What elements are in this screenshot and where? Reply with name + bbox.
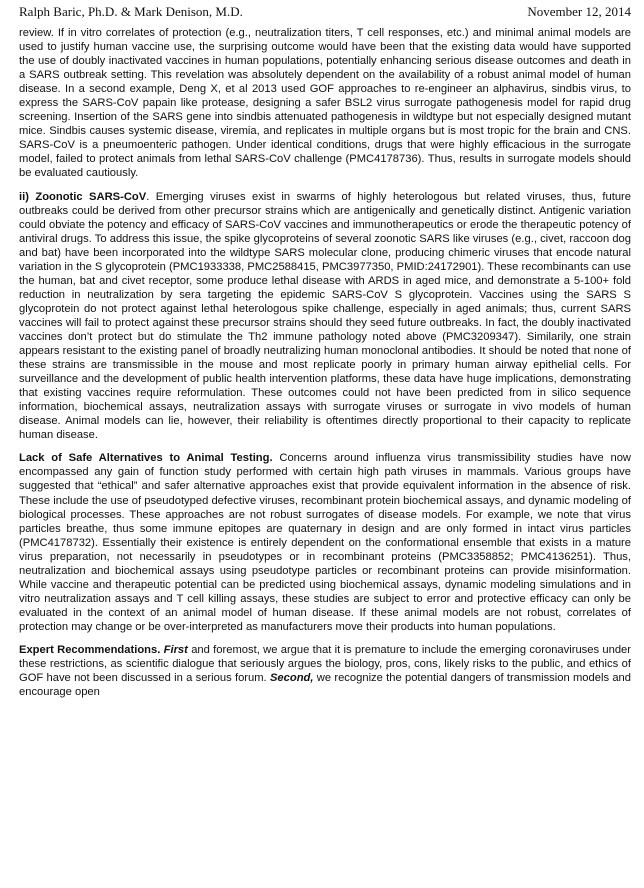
section-heading: Lack of Safe Alternatives to Animal Testing. [19,452,273,465]
header-date: November 12, 2014 [527,4,631,19]
paragraph-text: review. If in vitro correlates of protection (e.g., neutralization titers, T cell responses, etc.) and minimal animal models are used to justify human vaccine use, the surprising outcome would have been that the existing data would have supported the use of doubly inactivated vaccines in human populations, potentially enhancing serious disease outcomes and death in a SARS outbreak setting. This revelation was absolutely dependent on the availability of a robust animal model of human disease. In a second example, Deng X, et al 2013 used GOF approaches to re-engineer an alphavirus, sindbis virus, to express the SARS-CoV papain like protease, designing a safer BSL2 virus surrogate pathogenesis model for rapid drug screening. Insertion of the SARS gene into sindbis attenuated pathogenesis in wildtype but not especially designed mutant mice. Sindbis causes systemic disease, viremia, and replicates in multiple organs but is most tropic for the brain and CNS. SARS-CoV is a pneumoenteric pathogen. Under identical conditions, drugs that were highly efficacious in the surrogate model, failed to protect animals from lethal SARS-CoV challenge (PMC4178736). Thus, results in surrogate models should be evaluated cautiously. [19,27,631,180]
paragraph-animal-testing [19,451,631,634]
header-authors: Ralph Baric, Ph.D. & Mark Denison, M.D. [19,4,243,19]
emphasis-first: First [163,643,188,656]
section-heading: Expert Recommendations. [19,643,161,656]
paragraph-text: Concerns around influenza virus transmissibility studies have now encompassed any gain of function study performed with certain high path viruses in mammals. Various groups have suggested that “ethical” and safer alternative approaches exist that provide equivalent information in the absence of risk. These include the use of pseudotyped defective viruses, recombinant protein biochemical assays, and dynamic modeling of biological processes. These approaches are not robust surrogates of disease models. For example, we note that virus particles breathe, thus some immune epitopes are quaternary in design and are only formed in intact virus particles (PMC4178732). Essentially their existence is entirely dependent on the conformational ensemble that exists in a mature virus preparation, not necessarily in pseudotypes or in recombinant proteins (PMC3358852; PMC4136251). Thus, neutralization and biochemical assays using pseudotype particles or recombinant proteins can provide misinformation. While vaccine and therapeutic potential can be predicted using biochemical assays, dynamic modeling simulations and in vitro neutralization assays and T cell killing assays, these studies are subject to error and protective efficacy can only be evaluated in the context of an animal model of human disease. If these animal models are not robust, correlates of protection may change or be over-interpreted as manufacturers move their products into human populations. [19,452,631,633]
paragraph-text-continued: we recognize the potential dangers of transmission models and encourage open [19,672,631,699]
paragraph-expert-recommendations [19,643,631,699]
section-heading: ii) Zoonotic SARS-CoV [19,190,147,203]
emphasis-second: Second, [269,672,314,685]
paragraph-text: and foremost, we argue that it is premature to include the emerging coronaviruses under these restrictions, as scientific dialogue that seriously argues the biology, pros, cons, likely risks to the public, and ethics of GOF have not been discussed in a serious forum. [19,643,631,685]
paragraph-zoonotic-sars [19,190,631,443]
running-header [19,4,631,20]
paragraph-text: . Emerging viruses exist in swarms of highly heterologous but related viruses, thus, future outbreaks could be derived from other precursor strains which are antigenically and genetically distinct. Antigenic variation could obviate the potency and efficacy of SARS-CoV vaccines and immunotherapeutics or erode the therapeutic potency of antiviral drugs. To address this issue, the spike glycoproteins of several zoonotic SARS like viruses (e.g., civet, raccoon dog and bat) have been incorporated into the wildtype SARS molecular clone, producing chimeric viruses that encode natural variation in the S glycoprotein (PMC1933338, PMC2588415, PMC3977350, PMID:24172901). These recombinants can use the human, bat and civet receptor, some produce lethal disease with ARDS in aged mice, and demonstrate a 5-100+ fold reduction in neutralization by sera targeting the epidemic SARS-CoV S glycoprotein. Vaccines using the SARS S glycoprotein do not protect against lethal heterologous spike challenge, especially in aged animals; thus, current SARS vaccines will fail to protect against these precursor strains should they seed future outbreaks. In fact, the doubly inactivated vaccines don’t protect but do stimulate the Th2 immune pathology noted above (PMC3209347). Similarily, one strain appears resistant to the existing panel of broadly neutralizing human monoclonal antibodies. It should be noted that none of these strains are transmissible in the mouse and most replicate poorly in primary human airway epithelial cells. For surveillance and the development of public health intervention platforms, these data have huge implications, demonstrating that existing vaccines require reformulation. These outcomes could not have been predicted from in silico sequence information, biochemical assays, neutralization assays with surrogate viruses or surrogate in vivo models of human disease. Animal models can lie, however, their reliability is oftentimes directly proportional to their capacity to replicate human disease. [19,190,631,442]
paragraph-surrogate-models [19,26,631,181]
